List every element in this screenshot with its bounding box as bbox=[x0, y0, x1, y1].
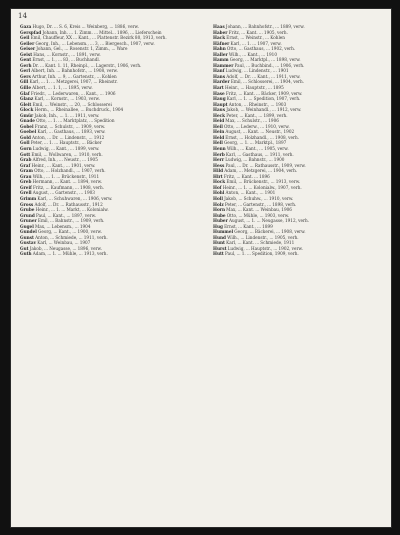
directory-entry bbox=[20, 251, 195, 257]
entry-details: Emil, ... Wollwaren, ... 1910, verh. bbox=[31, 151, 103, 157]
entry-details: August, ... 1. ... Neugasse, 1912, verh. bbox=[228, 218, 309, 224]
entry-name: Graf bbox=[20, 162, 31, 168]
entry-details: Heinr., ... Hauptstr., ... 1895 bbox=[224, 85, 284, 91]
entry-name: Gers bbox=[20, 73, 31, 79]
entry-name: Häfner bbox=[213, 40, 230, 46]
entry-name: Herb bbox=[213, 151, 225, 157]
entry-name: Glock bbox=[20, 107, 34, 113]
entry-name: Gustav bbox=[20, 240, 37, 246]
directory-page bbox=[10, 8, 392, 528]
entry-name: Hurst bbox=[213, 245, 227, 251]
entry-name: Hein bbox=[213, 129, 225, 135]
entry-details: Hans, ... Kornstr., ... 1891, verw. bbox=[33, 51, 101, 57]
entry-name: Gundel bbox=[20, 229, 37, 235]
entry-name: Gmür bbox=[20, 112, 34, 118]
entry-details: Anton, ... Dr. ... Lindenstr., ... 1912 bbox=[32, 134, 105, 140]
entry-name: Haug bbox=[213, 96, 226, 102]
entry-name: Gerspfad bbox=[20, 29, 42, 35]
entry-name: Gille bbox=[20, 85, 32, 91]
entry-details: Ludwig, ... Kant., ... 1899, verw. bbox=[32, 146, 100, 152]
entry-name: Holz bbox=[213, 201, 224, 207]
entry-name: Gross bbox=[20, 201, 34, 207]
entry-name: Geiler bbox=[20, 40, 35, 46]
entry-details: Max, ... Schulstr., ... 1906 bbox=[225, 118, 279, 124]
entry-name: Hunt bbox=[213, 240, 225, 246]
entry-details: Max, ... Kant. ... Weinbau, 1906 bbox=[226, 207, 292, 213]
entry-details: Wilh., ... Kant., ... 1910 bbox=[228, 51, 277, 57]
entry-name: Grab bbox=[20, 157, 32, 163]
entry-details: Ernst, ... Weinstr., ... Kohlen bbox=[226, 35, 285, 41]
entry-name: Geil bbox=[20, 35, 30, 41]
entry-name: Hock bbox=[213, 179, 226, 185]
entry-name: Glaf bbox=[20, 90, 30, 96]
entry-details: Jakob, ... Neugasse, ... 1896, verw. bbox=[29, 245, 102, 251]
entry-details: Adolf, ... Dr. ... Rathausstr., 1912 bbox=[34, 201, 103, 207]
entry-details: Wilh., ... Lindenstr., ... 1905, verh. bbox=[227, 234, 299, 240]
entry-name: Gent bbox=[20, 57, 32, 63]
entry-details: Karl, ... 1. ... Metzgerei, 1907, ... Rheinstr. bbox=[29, 79, 118, 85]
entry-details: Otto, ... Gasthaus, ... 1902, verh. bbox=[226, 46, 296, 52]
entry-name: Haller bbox=[213, 51, 228, 57]
entry-details: Otto, ... Holzhandl., ... 1907, verh. bbox=[34, 168, 106, 174]
entry-name: Hof bbox=[213, 184, 222, 190]
entry-name: Hess bbox=[213, 162, 225, 168]
entry-name: Heil bbox=[213, 123, 223, 129]
entry-details: Fritz, ... Kant. ... 1896 bbox=[223, 173, 270, 179]
entry-details: Karl, ... Gasthaus, ... 1893, verw. bbox=[37, 129, 106, 135]
entry-details: Emil, ... Schlosserei, ... 1904, verh. bbox=[230, 79, 305, 85]
entry-name: Gill bbox=[20, 79, 29, 85]
entry-details: Wilh., ... 1. ... Brückenstr., 1911 bbox=[32, 173, 100, 179]
entry-name: Hans bbox=[213, 73, 226, 79]
entry-details: Anton, ... Schmiede, ... 1911, verh. bbox=[35, 234, 108, 240]
entry-details: Otto, ... 1. ... Marktplatz, ... Spedition bbox=[36, 118, 115, 124]
entry-name: Heck bbox=[213, 112, 226, 118]
entry-name: Hummel bbox=[213, 229, 234, 235]
entry-name: Goll bbox=[20, 140, 30, 146]
entry-details: Heinr., ... Kant., ... 1901, verw. bbox=[31, 162, 96, 168]
entry-name: Held bbox=[213, 134, 225, 140]
entry-name: Glanz bbox=[20, 96, 34, 102]
entry-details: Adolf, ... Dr. ... Kant., ... 1911, verw. bbox=[226, 73, 301, 79]
entry-details: Adam, ... 1. ... Mühle, ... 1913, verh. bbox=[32, 251, 108, 257]
entry-details: Paul, ... Dr. ... Rathausstr., 1909, verw. bbox=[225, 162, 306, 168]
entry-name: Goebel bbox=[20, 129, 37, 135]
left-column bbox=[20, 24, 195, 520]
entry-name: Huber bbox=[213, 218, 228, 224]
entry-name: Haupt bbox=[213, 101, 228, 107]
directory-entry bbox=[213, 251, 388, 257]
entry-name: Gorn bbox=[20, 146, 32, 152]
entry-details: Karl, ... Gasthaus, ... 1911, verh. bbox=[225, 151, 294, 157]
entry-details: Karl, ... Weinbau, ... 1907 bbox=[37, 240, 91, 246]
entry-details: Karl, ... 1. ... 1907, verw. bbox=[230, 40, 282, 46]
entry-name: Heid bbox=[213, 118, 225, 124]
entry-details: Ernst, ... 1., ... 83, ... Buchhandl. bbox=[32, 57, 101, 63]
entry-name: Gleit bbox=[20, 101, 32, 107]
entry-details: Anton, ... Kant., ... 1901 bbox=[225, 190, 276, 196]
entry-name: Harder bbox=[213, 79, 230, 85]
entry-name: Gunst bbox=[20, 234, 34, 240]
entry-name: Greif bbox=[20, 184, 32, 190]
entry-name: Hahn bbox=[213, 46, 226, 52]
entry-name: Herr bbox=[213, 157, 225, 163]
entry-details: Paul, ... 1. ... Spedition, 1909, verh. bbox=[225, 251, 299, 257]
entry-name: Gut bbox=[20, 245, 29, 251]
right-column bbox=[213, 24, 388, 520]
entry-name: Hild bbox=[213, 168, 224, 174]
entry-details: Adam, ... Metzgerei, ... 1904, verh. bbox=[224, 168, 298, 174]
entry-details: Anton, ... Rheinstr., ... 1903 bbox=[228, 101, 287, 107]
entry-details: Georg, ... Marktpl., ... 1898, verw. bbox=[229, 57, 301, 63]
entry-details: Herm., ... Rheinallee, ... Buchdruck., 1904 bbox=[34, 107, 124, 113]
entry-details: Emil, ... Brückenstr., ... 1913, verw. bbox=[226, 179, 301, 185]
entry-details: August, ... Gartenstr., ... 1903 bbox=[32, 190, 95, 196]
entry-details: Karl, ... 1. ... Spedition, 1907, verh. bbox=[226, 96, 301, 102]
entry-details: Friedr., ... Lederwaren, ... Kant., ... 1906 bbox=[30, 90, 116, 96]
entry-details: Georg, ... 1. ... Marktpl., 1897 bbox=[223, 140, 287, 146]
entry-name: Gold bbox=[20, 134, 31, 140]
entry-name: Gram bbox=[20, 168, 33, 174]
entry-name: Hohl bbox=[213, 190, 225, 196]
entry-details: Fritz, ... Kant. ... 1905, verh. bbox=[228, 29, 288, 35]
entry-name: Gaza bbox=[20, 24, 32, 29]
entry-details: Peter, ... Gartenstr., ... 1898, verh. bbox=[224, 201, 297, 207]
entry-details: Karl, ... Kant. ... Schmiede, 1911 bbox=[226, 240, 295, 246]
entry-name: Grund bbox=[20, 212, 35, 218]
entry-name: Haas bbox=[213, 24, 225, 29]
entry-details: Jakob, Inh., ... 1. ... 1911, verw. bbox=[34, 112, 100, 118]
entry-details: Dr. ... Kant. 1. 11, Rheinpl., ... Lagerstr., 1906, verh. bbox=[32, 62, 142, 68]
entry-details: Albert, Inh. ... Bahnhofstr., ... 1908, verw. bbox=[31, 68, 118, 74]
entry-name: Hamm bbox=[213, 57, 229, 63]
entry-details: Karl, ... Kornstr., ... 1903, verw. bbox=[34, 96, 100, 102]
entry-name: Hase bbox=[213, 90, 225, 96]
entry-details: Alfred, Inh., ... Neustr., ... 1905 bbox=[32, 157, 98, 163]
entry-details: Karl, ... Schuhwaren, ... 1906, verw. bbox=[37, 195, 113, 201]
entry-details: Paul, ... Kant., ... 1897, verw. bbox=[35, 212, 97, 218]
entry-details: Otto, ... Lederw., ... 1910, verw. bbox=[223, 123, 290, 129]
entry-name: Haus bbox=[213, 107, 226, 113]
entry-details: Ludwig, ... Lindenstr., ... 1901 bbox=[225, 68, 289, 74]
entry-name: Gugel bbox=[20, 223, 34, 229]
entry-details: Emil, ... Weinstr., ... 20, ... Schlosserei bbox=[32, 101, 112, 107]
entry-details: Wilh., ... Kant., ... 1905, verw. bbox=[226, 146, 289, 152]
entry-name: Hube bbox=[213, 212, 226, 218]
entry-details: Johann, Inh. ... 1. Zimm. ... Mittel... 1896, ... Lieferschein bbox=[42, 29, 162, 35]
entry-details: Jakob, ... Schuhw., ... 1910, verw. bbox=[224, 195, 294, 201]
entry-details: Peter, ... Kant., ... 1899, verh. bbox=[226, 112, 288, 118]
entry-name: Horn bbox=[213, 207, 226, 213]
entry-name: Grimm bbox=[20, 195, 37, 201]
entry-details: Ludwig, ... Hauptstr., ... 1902, verw. bbox=[227, 245, 303, 251]
entry-name: Hack bbox=[213, 35, 226, 41]
entry-name: Hutt bbox=[213, 251, 224, 257]
entry-name: Hirt bbox=[213, 173, 223, 179]
entry-name: Hug bbox=[213, 223, 223, 229]
entry-name: Hart bbox=[213, 85, 224, 91]
entry-details: Albert, ... 1. 1, ... 1895, verw. bbox=[32, 85, 93, 91]
entry-details: Fritz, ... Kant. ... Bäcker, 1909, verw. bbox=[225, 90, 303, 96]
entry-name: Gott bbox=[20, 151, 31, 157]
entry-name: Hammer bbox=[213, 62, 234, 68]
entry-details: Fritz, ... Kaufmann, ... 1908, verh. bbox=[32, 184, 105, 190]
entry-name: Guth bbox=[20, 251, 32, 257]
entry-details: Johann, Gel., ... Rosenstr. 1, Zimm., ... Ware bbox=[36, 46, 128, 52]
entry-details: Georg, ... Bäckerei, ... 1908, verw. bbox=[234, 229, 306, 235]
entry-details: Otto, ... Mühle, ... 1903, verw. bbox=[226, 212, 290, 218]
entry-details: Ernst, ... Holzhandl., ... 1908, verh. bbox=[225, 134, 299, 140]
entry-details: Jakob, ... Weinhandl., ... 1912, verw. bbox=[226, 107, 302, 113]
entry-details: August, ... Kant. ... Neustr., 1902 bbox=[225, 129, 295, 135]
entry-details: Heinr., ... 1. ... Kolonialw., 1907, verh. bbox=[222, 184, 302, 190]
entry-name: Grube bbox=[20, 207, 35, 213]
entry-name: Haber bbox=[213, 29, 228, 35]
entry-details: Hermann, ... Kant. ... 1894, verw. bbox=[32, 179, 103, 185]
entry-details: Emil, ... Bahnstr., ... 1909, verh. bbox=[37, 218, 105, 224]
page-number: 14 bbox=[18, 12, 28, 20]
entry-name: Grell bbox=[20, 190, 32, 196]
entry-details: Arthur, Inh. ... 9, ... Gartenstr., ... Kohlen bbox=[31, 73, 117, 79]
entry-name: Gobel bbox=[20, 123, 34, 129]
entry-details: Emil, Chauffeur, XX ... Kant., ... Plattenstr. Bezirk 80, 1913, verh. bbox=[30, 35, 167, 41]
entry-name: Hund bbox=[213, 234, 226, 240]
entry-name: Holl bbox=[213, 195, 223, 201]
entry-details: Hugo, Dr. ... S. 6, Kreis ... Weinberg, ... 1886, verw. bbox=[32, 24, 139, 29]
entry-details: Georg, ... Kant., ... 1900, verw. bbox=[38, 229, 102, 235]
entry-details: Heinr., ... 1. ... Markt, ... Kolonialw. bbox=[35, 207, 109, 213]
entry-details: Paul, ... Buchbind., ... 1906, verh. bbox=[234, 62, 305, 68]
entry-name: Henn bbox=[213, 146, 226, 152]
entry-name: Gnade bbox=[20, 118, 35, 124]
entry-name: Geist bbox=[20, 51, 33, 57]
entry-name: Geiser bbox=[20, 46, 36, 52]
entry-details: Max, ... Lebensm., ... 1904 bbox=[34, 223, 91, 229]
entry-name: Grau bbox=[20, 173, 32, 179]
entry-details: Peter, ... 1. ... Hauptstr., ... Bäcker bbox=[30, 140, 102, 146]
entry-details: Franz, ... Schulstr., ... 1909, verw. bbox=[34, 123, 106, 129]
entry-details: Georg, Inh., ... Lebensm., ... 3, ... Biergesch., 1907, verw. bbox=[35, 40, 155, 46]
entry-name: Hanf bbox=[213, 68, 225, 74]
entry-details: Johann, ... Bahnhofstr., ... 1889, verw. bbox=[225, 24, 305, 29]
entry-details: Ernst, ... Kant., ... 1899 bbox=[224, 223, 273, 229]
entry-name: Greb bbox=[20, 179, 32, 185]
entry-name: Gruner bbox=[20, 218, 37, 224]
entry-details: Ludwig, ... Bahnstr., ... 1900 bbox=[225, 157, 285, 163]
entry-name: Gerl bbox=[20, 68, 31, 74]
entry-name: Gerh bbox=[20, 62, 32, 68]
entry-name: Hell bbox=[213, 140, 223, 146]
